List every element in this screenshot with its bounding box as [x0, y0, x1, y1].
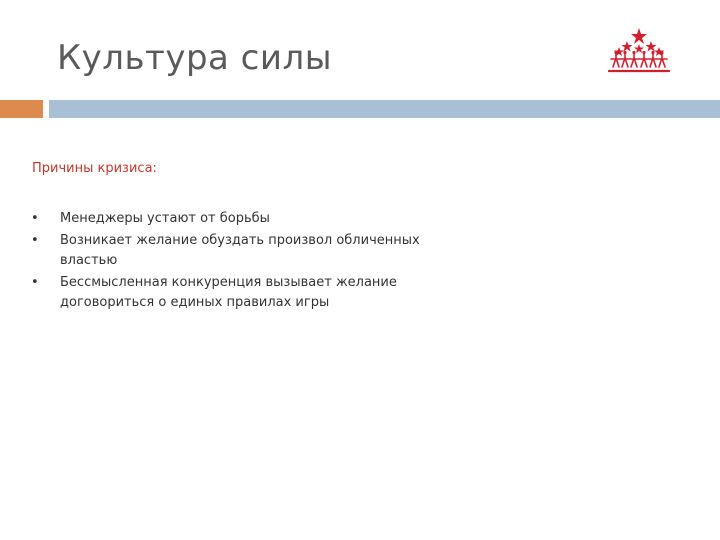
accent-bar — [0, 100, 43, 118]
bullet-text: Менеджеры устают от борьбы — [60, 211, 270, 226]
bullet-dot-icon: • — [31, 211, 39, 226]
bullet-dot-icon: • — [31, 233, 39, 248]
slide-title: Культура силы — [57, 38, 333, 78]
bullet-text: Бессмысленная конкуренция вызывает желание договориться о единых правилах игры — [60, 275, 397, 310]
bullet-item — [31, 209, 471, 229]
bullet-list — [31, 209, 471, 315]
slide-subtitle: Причины кризиса: — [32, 161, 157, 176]
bullet-item — [31, 231, 471, 271]
bullet-dot-icon: • — [31, 275, 39, 290]
title-underline-bar — [49, 100, 720, 118]
bullet-text: Возникает желание обуздать произвол обличенных властью — [60, 233, 420, 268]
bullet-item — [31, 273, 471, 313]
people-pyramid-logo-icon — [605, 27, 673, 75]
